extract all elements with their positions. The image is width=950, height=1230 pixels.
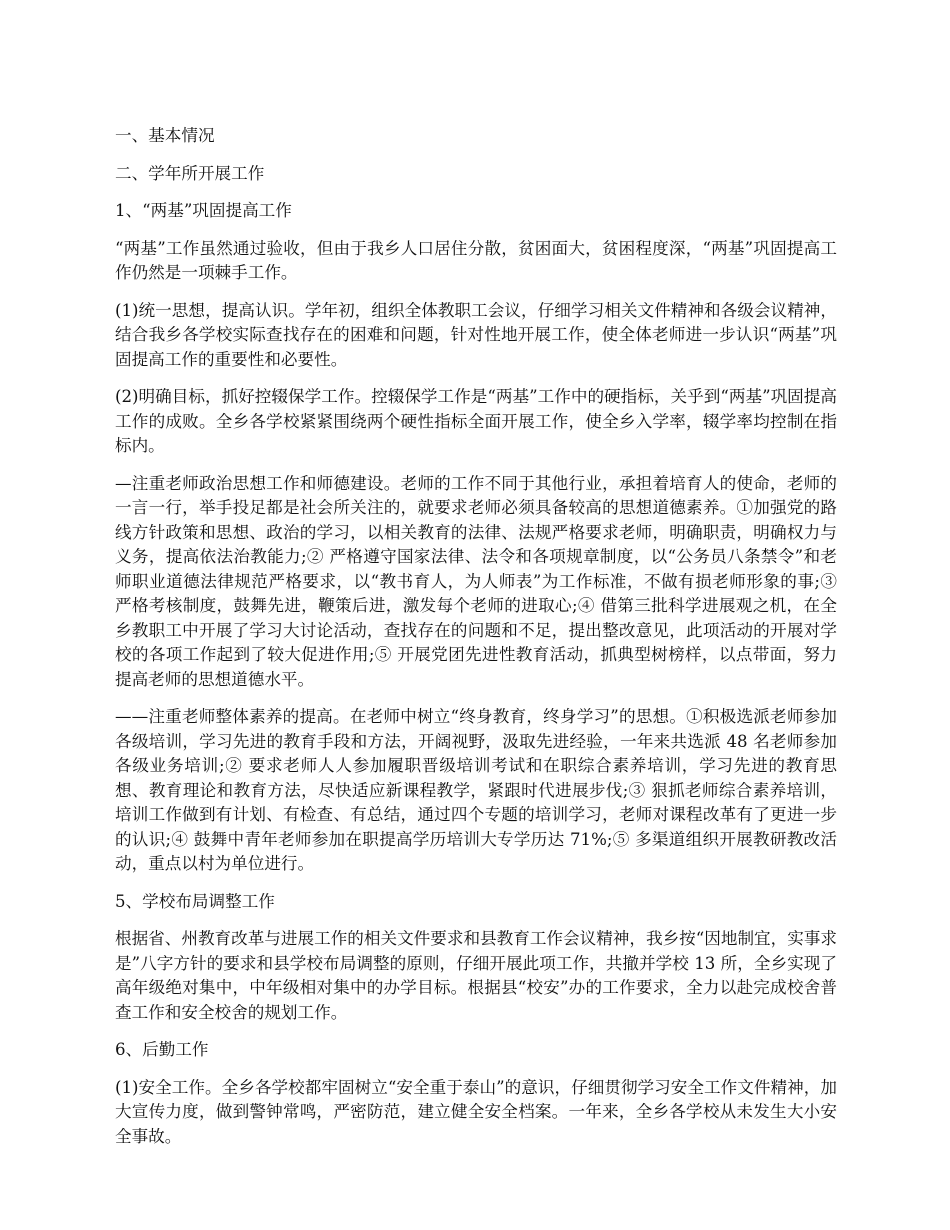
paragraph: “两基”工作虽然通过验收，但由于我乡人口居住分散，贫困面大，贫困程度深，“两基”巩固提高工作仍然是一项棘手工作。 bbox=[115, 238, 837, 282]
paragraph: (1)安全工作。全乡各学校都牢固树立“安全重于泰山”的意识，仔细贯彻学习安全工作文件精神，加大宣传力度，做到警钟常鸣，严密防范，建立健全安全档案。一年来，全乡各学校从未发生大小安全事故。 bbox=[115, 1077, 837, 1146]
subsection-heading-liangji: 1、“两基”巩固提高工作 bbox=[115, 201, 292, 220]
subsection-heading-logistics: 6、后勤工作 bbox=[115, 1040, 209, 1059]
subsection-heading-layout: 5、学校布局调整工作 bbox=[115, 891, 275, 911]
section-heading-basic: 一、基本情况 bbox=[115, 126, 215, 145]
paragraph: (1)统一思想，提高认识。学年初，组织全体教职工会议，仔细学习相关文件精神和各级会议精神，结合我乡各学校实际查找存在的困难和问题，针对性地开展工作，使全体老师进一步认识“两基”巩固提高工作的重要性和必要性。 bbox=[115, 300, 837, 369]
section-heading-work: 二、学年所开展工作 bbox=[115, 163, 265, 183]
paragraph: (2)明确目标，抓好控辍保学工作。控辍保学工作是“两基”工作中的硬指标，关乎到“两基”巩固提高工作的成败。全乡各学校紧紧围绕两个硬性指标全面开展工作，使全乡入学率，辍学率均控制在指标内。 bbox=[115, 387, 837, 455]
paragraph: —注重老师政治思想工作和师德建设。老师的工作不同于其他行业，承担着培育人的使命，老师的一言一行，举手投足都是社会所关注的，就要求老师必须具备较高的思想道德素养。①加强党的路线方针政策和思想、政治的学习，以相关教育的法律、法规严格要求老师，明确职责，明确权力与义务，提高依法治教能力;② 严格遵守国家法律、法令和各项规章制度，以“公务员八条禁令”和老师职业道德法律规范严格要求，以“教书育人，为人师表”为工作标准，不做有损老师形象的事;③ 严格考核制度，鼓舞先进，鞭策后进，激发每个老师的进取心;④ 借第三批科学进展观之机，在全乡教职工中开展了学习大讨论活动，查找存在的问题和不足，提出整改意见，此项活动的开展对学校的各项工作起到了较大促进作用;⑤ 开展党团先进性教育活动，抓典型树榜样，以点带面，努力提高老师的思想道德水平。 bbox=[115, 473, 837, 689]
paragraph: ——注重老师整体素养的提高。在老师中树立“终身教育，终身学习”的思想。①积极选派老师参加各级培训，学习先进的教育手段和方法，开阔视野，汲取先进经验，一年来共选派 48 名老师参加各级业务培训;② 要求老师人人参加履职晋级培训考试和在职综合素养培训，学习先进的教育思想、教育理论和教育方法，尽快适应新课程教学，紧跟时代进展步伐;③ 狠抓老师综合素养培训，培训工作做到有计划、有检查、有总结，通过四个专题的培训学习，老师对课程改革有了更进一步的认识;④ 鼓舞中青年老师参加在职提高学历培训大专学历达 71%;⑤ 多渠道组织开展教研教改活动，重点以村为单位进行。 bbox=[115, 707, 837, 873]
paragraph: 根据省、州教育改革与进展工作的相关文件要求和县教育工作会议精神，我乡按“因地制宜，实事求是”八字方针的要求和县学校布局调整的原则，仔细开展此项工作，共撤并学校 13 所，全乡实现了高年级绝对集中，中年级相对集中的办学目标。根据县“校安”办的工作要求，全力以赴完成校舍普查工作和安全校舍的规划工作。 bbox=[115, 929, 838, 1022]
document-body bbox=[115, 124, 837, 1162]
